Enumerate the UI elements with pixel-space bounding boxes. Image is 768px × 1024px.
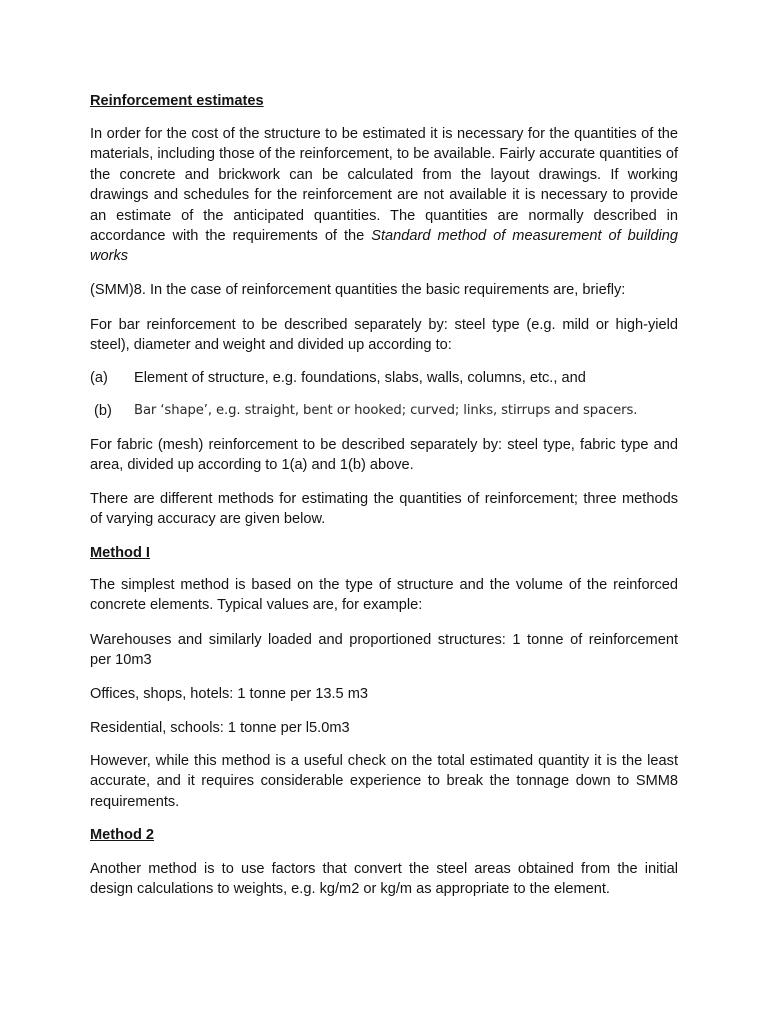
however-paragraph: However, while this method is a useful check on the total estimated quantity it is the least accurate, and it requires considerable experience to break the tonnage down to SMM8 requirements.	[90, 753, 678, 810]
method-2-heading: Method 2	[90, 827, 155, 843]
list-text-a: Element of structure, e.g. foundations, slabs, walls, columns, etc., and	[134, 370, 586, 386]
bar-reinforcement-paragraph: For bar reinforcement to be described separately by: steel type (e.g. mild or high-yield steel), diameter and weight and divided up according to:	[90, 317, 678, 354]
estimation-methods-paragraph: There are different methods for estimating the quantities of reinforcement; three methods of varying accuracy are given below.	[90, 491, 678, 528]
intro-paragraph	[90, 124, 678, 267]
smm-paragraph: (SMM)8. In the case of reinforcement quantities the basic requirements are, briefly:	[90, 282, 626, 298]
method-2-paragraph: Another method is to use factors that convert the steel areas obtained from the initial design calculations to weights, e.g. kg/m2 or kg/m as appropriate to the element.	[90, 861, 678, 898]
warehouses-paragraph: Warehouses and similarly loaded and proportioned structures: 1 tonne of reinforcement per 10m3	[90, 632, 678, 669]
fabric-reinforcement-paragraph: For fabric (mesh) reinforcement to be described separately by: steel type, fabric type and area, divided up according to 1(a) and 1(b) above.	[90, 437, 678, 474]
intro-paragraph-text: In order for the cost of the structure to be estimated it is necessary for the quantities of the materials, including those of the reinforcement, to be available. Fairly accurate quantities of the concrete and brickwork can be calculated from the layout drawings. If working drawings and schedules for the reinforcement are not available it is necessary to provide an estimate of the anticipated quantities. The quantities are normally described in accordance with the requirements of the	[90, 126, 678, 245]
section-heading-reinforcement-estimates: Reinforcement estimates	[90, 93, 264, 109]
standard-method-title: Standard method of measurement of building works	[90, 228, 678, 265]
method-1-paragraph: The simplest method is based on the type of structure and the volume of the reinforced concrete elements. Typical values are, for example:	[90, 577, 678, 614]
method-1-heading: Method I	[90, 545, 150, 561]
list-text-b: Bar ‘shape’, e.g. straight, bent or hooked; curved; links, stirrups and spacers.	[134, 403, 638, 418]
residential-paragraph: Residential, schools: 1 tonne per l5.0m3	[90, 720, 350, 736]
list-marker-b: (b)	[94, 403, 112, 419]
list-marker-a: (a)	[90, 370, 108, 386]
offices-paragraph: Offices, shops, hotels: 1 tonne per 13.5 m3	[90, 686, 368, 702]
